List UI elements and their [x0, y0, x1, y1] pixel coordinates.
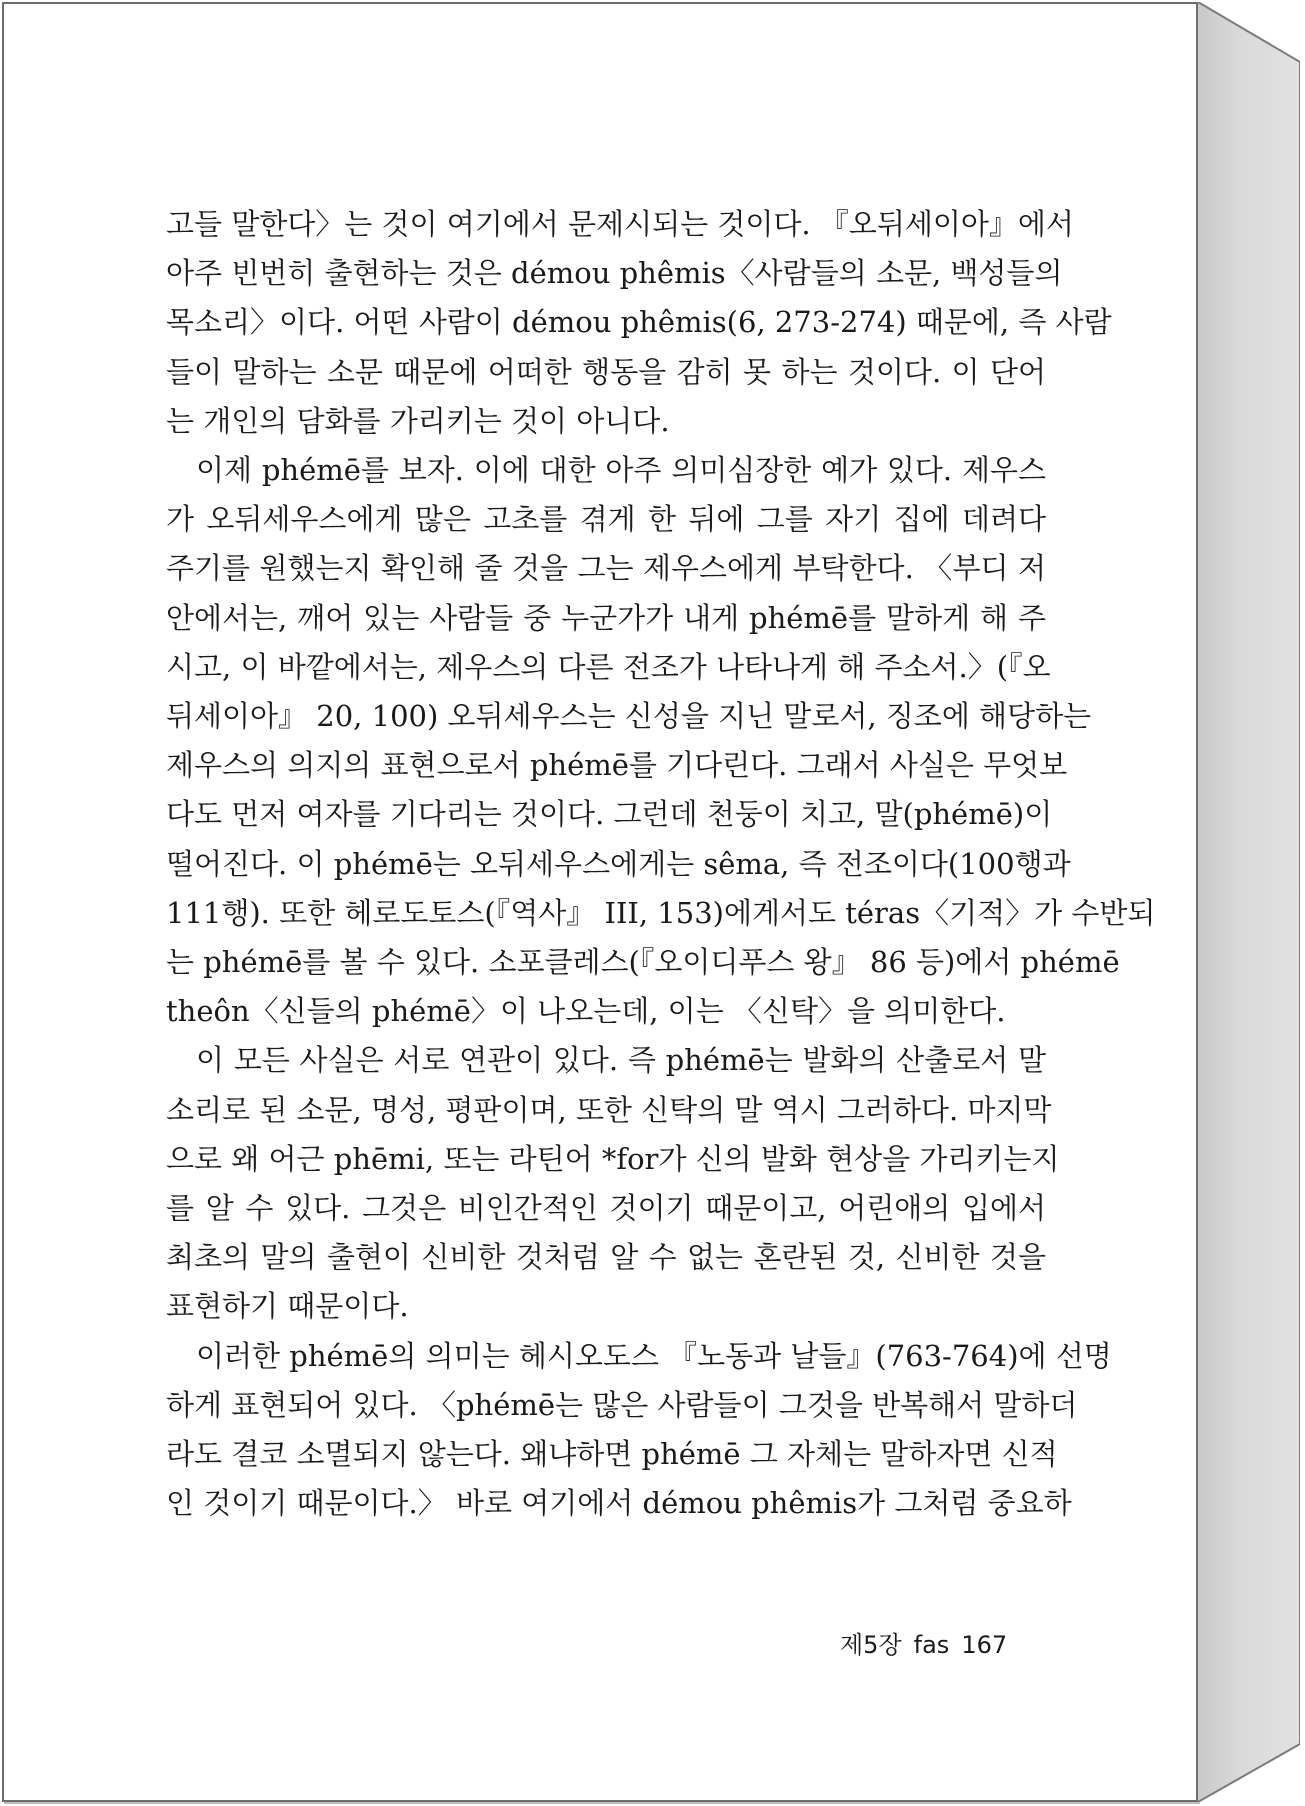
text-line: 표현하기 때문이다. [166, 1289, 409, 1324]
text-line: 인 것이기 때문이다.〉 바로 여기에서 démou phêmis가 그처럼 중요하 [166, 1486, 1072, 1521]
text-line: 이 모든 사실은 서로 연관이 있다. 즉 phémē는 발화의 산출로서 말 [196, 1043, 1046, 1078]
text-line: 이러한 phémē의 의미는 헤시오도스 『노동과 날들』(763-764)에 선명 [196, 1338, 1112, 1373]
text-line: 하게 표현되어 있다. 〈phémē는 많은 사람들이 그것을 반복해서 말하더 [166, 1387, 1078, 1422]
body-text [166, 200, 1156, 1528]
paragraph-2 [166, 446, 1156, 1036]
text-line: 111행). 또한 헤로도토스(『역사』 III, 153)에게서도 téras〈기적〉가 수반되 [166, 895, 1156, 930]
text-line: 를 알 수 있다. 그것은 비인간적인 것이기 때문이고, 어린애의 입에서 [166, 1191, 1046, 1226]
paragraph-4 [166, 1332, 1112, 1529]
text-line: 들이 말하는 소문 때문에 어떠한 행동을 감히 못 하는 것이다. 이 단어 [166, 354, 1046, 389]
text-line: 최초의 말의 출현이 신비한 것처럼 알 수 없는 혼란된 것, 신비한 것을 [166, 1240, 1046, 1275]
text-line: 고들 말한다〉는 것이 여기에서 문제시되는 것이다. 『오뒤세이아』에서 [166, 207, 1074, 241]
text-line: theôn〈신들의 phémē〉이 나오는데, 이는 〈신탁〉을 의미한다. [166, 994, 1006, 1029]
text-line: 가 오뒤세우스에게 많은 고초를 겪게 한 뒤에 그를 자기 집에 데려다 [166, 502, 1046, 537]
chapter-label: 제5장 [840, 1631, 902, 1659]
text-line: 는 개인의 담화를 가리키는 것이 아니다. [166, 403, 670, 438]
page-number: 167 [961, 1631, 1008, 1659]
page-footer [840, 1625, 1019, 1660]
text-line: 소리로 된 소문, 명성, 평판이며, 또한 신탁의 말 역시 그러하다. 마지막 [166, 1092, 1052, 1127]
text-line: 다도 먼저 여자를 기다리는 것이다. 그런데 천둥이 치고, 말(phémē)이 [166, 797, 1053, 832]
text-line: 제우스의 의지의 표현으로서 phémē를 기다린다. 그래서 사실은 무엇보 [166, 748, 1068, 783]
text-line: 는 phémē를 볼 수 있다. 소포클레스(『오이디푸스 왕』 86 등)에서 phémē [166, 945, 1120, 980]
text-line: 이제 phémē를 보자. 이에 대한 아주 의미심장한 예가 있다. 제우스 [196, 453, 1046, 488]
text-line: 뒤세이아』 20, 100) 오뒤세우스는 신성을 지닌 말로서, 징조에 해당하는 [166, 699, 1092, 734]
text-line: 안에서는, 깨어 있는 사람들 중 누군가가 내게 phémē를 말하게 해 주 [166, 600, 1046, 635]
text-line: 목소리〉이다. 어떤 사람이 démou phêmis(6, 273-274) 때문에, 즉 사람 [166, 305, 1112, 340]
text-line: 시고, 이 바깥에서는, 제우스의 다른 전조가 나타나게 해 주소서.〉(『오 [166, 649, 1051, 684]
paragraph-3 [166, 1036, 1060, 1331]
book-page-edge [1198, 2, 1300, 1802]
section-label: fas [913, 1631, 950, 1659]
text-line: 주기를 원했는지 확인해 줄 것을 그는 제우스에게 부탁한다. 〈부디 저 [166, 551, 1046, 586]
paragraph-1 [166, 200, 1112, 446]
text-line: 라도 결코 소멸되지 않는다. 왜냐하면 phémē 그 자체는 말하자면 신적 [166, 1437, 1058, 1472]
text-line: 떨어진다. 이 phémē는 오뒤세우스에게는 sêma, 즉 전조이다(100행과 [166, 846, 1071, 881]
text-line: 으로 왜 어근 phēmi, 또는 라틴어 *for가 신의 발화 현상을 가리키는지 [166, 1141, 1060, 1176]
text-line: 아주 빈번히 출현하는 것은 démou phêmis〈사람들의 소문, 백성들의 [166, 256, 1063, 291]
